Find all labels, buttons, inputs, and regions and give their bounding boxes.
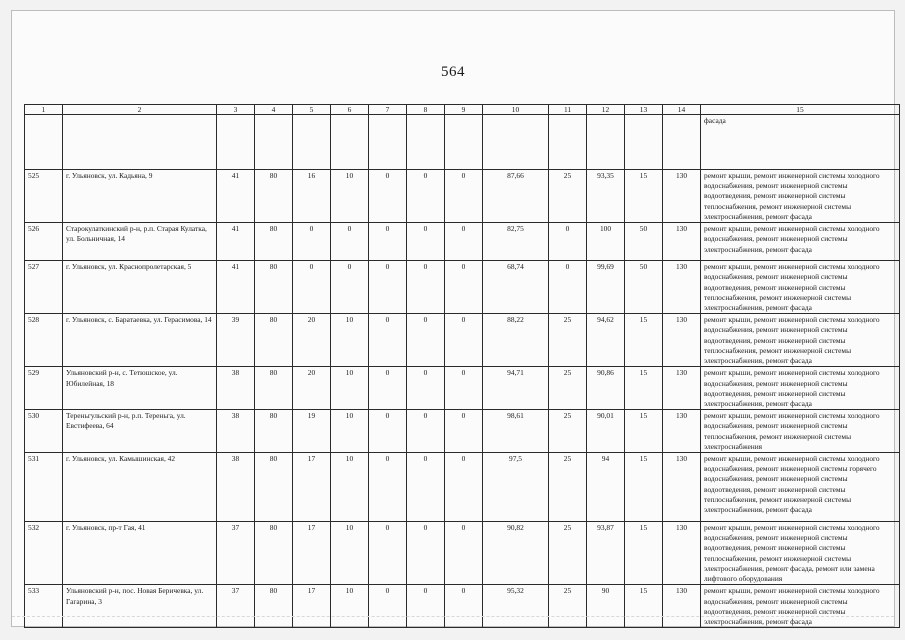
table-cell-col-3: 41 xyxy=(217,261,255,314)
table-cell-col-6: 0 xyxy=(331,223,369,261)
table-cell-col-8: 0 xyxy=(407,314,445,367)
column-header-9: 9 xyxy=(445,105,483,115)
table-cell-col-6: 10 xyxy=(331,314,369,367)
table-cell-col-2: Тереньгульский р-н, р.п. Тереньга, ул. Евстифеева, 64 xyxy=(63,410,217,453)
column-header-12: 12 xyxy=(587,105,625,115)
table-cell-col-7: 0 xyxy=(369,170,407,223)
table-row xyxy=(25,453,900,522)
table-cell-col-11: 25 xyxy=(549,453,587,522)
table-cell-col-1: 530 xyxy=(25,410,63,453)
table-cell-col-11: 0 xyxy=(549,261,587,314)
table-cell-col-5: 19 xyxy=(293,410,331,453)
table-cell-col-7: 0 xyxy=(369,261,407,314)
table-cell-col-14: 130 xyxy=(663,314,701,367)
table-cell-col-4: 80 xyxy=(255,170,293,223)
table-cell-col-7: 0 xyxy=(369,410,407,453)
table-cell-col-14: 130 xyxy=(663,522,701,585)
table-cell-col-10: 82,75 xyxy=(483,223,549,261)
table-cell-col-12: 94 xyxy=(587,453,625,522)
table-cell-col-7: 0 xyxy=(369,585,407,628)
column-header-10: 10 xyxy=(483,105,549,115)
column-header-6: 6 xyxy=(331,105,369,115)
table-cell-col-2: Старокулаткинский р-н, р.п. Старая Кулатка, ул. Больничная, 14 xyxy=(63,223,217,261)
column-header-14: 14 xyxy=(663,105,701,115)
table-cell-col-3: 37 xyxy=(217,522,255,585)
table-cell-col-15: ремонт крыши, ремонт инженерной системы холодного водоснабжения, ремонт инженерной системы водоотведения, ремонт инженерной системы теплоснабжения, ремонт инженерной системы электроснабжения, ремонт фасада xyxy=(701,261,900,314)
table-cell-col-9: 0 xyxy=(445,223,483,261)
table-cell-col-14: 130 xyxy=(663,223,701,261)
table-cell-col-12: 93,35 xyxy=(587,170,625,223)
table-cell-col-1: 531 xyxy=(25,453,63,522)
table-cell-col-10: 88,22 xyxy=(483,314,549,367)
table-cell-col-15: ремонт крыши, ремонт инженерной системы холодного водоснабжения, ремонт инженерной системы водоотведения, ремонт инженерной системы теплоснабжения, ремонт инженерной системы электроснабжения, ремонт фасада, ремонт или замена лифтового оборудования xyxy=(701,522,900,585)
table-cell-col-14: 130 xyxy=(663,367,701,410)
table-cell-col-5: 16 xyxy=(293,170,331,223)
table-cell-col-12: 90 xyxy=(587,585,625,628)
column-header-4: 4 xyxy=(255,105,293,115)
table-cell-col-7: 0 xyxy=(369,522,407,585)
table-cell-col-4: 80 xyxy=(255,410,293,453)
table-cell-col-15: ремонт крыши, ремонт инженерной системы холодного водоснабжения, ремонт инженерной системы водоотведения, ремонт инженерной системы теплоснабжения, ремонт инженерной системы электроснабжения, ремонт фасада xyxy=(701,314,900,367)
table-cell-col-14: 130 xyxy=(663,585,701,628)
table-cell-col-11: 25 xyxy=(549,410,587,453)
table-cell-col-13: 50 xyxy=(625,223,663,261)
table-cell-col-14: 130 xyxy=(663,410,701,453)
column-header-13: 13 xyxy=(625,105,663,115)
table-cell-col-8: 0 xyxy=(407,261,445,314)
table-cell-col-2: г. Ульяновск, ул. Камышинская, 42 xyxy=(63,453,217,522)
table-cell-col-4: 80 xyxy=(255,314,293,367)
carry-over-cell xyxy=(331,115,369,170)
table-cell-col-3: 38 xyxy=(217,367,255,410)
table-cell-col-5: 0 xyxy=(293,223,331,261)
table-cell-col-1: 532 xyxy=(25,522,63,585)
column-header-2: 2 xyxy=(63,105,217,115)
table-cell-col-12: 90,01 xyxy=(587,410,625,453)
table-cell-col-9: 0 xyxy=(445,410,483,453)
table-cell-col-6: 10 xyxy=(331,522,369,585)
table-cell-col-2: Ульяновский р-н, с. Тетюшское, ул. Юбилейная, 18 xyxy=(63,367,217,410)
table-cell-col-4: 80 xyxy=(255,585,293,628)
table-row xyxy=(25,223,900,261)
table-cell-col-3: 38 xyxy=(217,410,255,453)
table-cell-col-12: 100 xyxy=(587,223,625,261)
table-cell-col-9: 0 xyxy=(445,170,483,223)
table-cell-col-3: 41 xyxy=(217,223,255,261)
table-cell-col-8: 0 xyxy=(407,170,445,223)
table-cell-col-8: 0 xyxy=(407,522,445,585)
carry-over-cell xyxy=(483,115,549,170)
table-cell-col-7: 0 xyxy=(369,223,407,261)
document-page xyxy=(11,10,895,627)
table-cell-col-10: 98,61 xyxy=(483,410,549,453)
table-cell-col-7: 0 xyxy=(369,367,407,410)
table-cell-col-7: 0 xyxy=(369,314,407,367)
table-cell-col-6: 10 xyxy=(331,453,369,522)
table-cell-col-1: 529 xyxy=(25,367,63,410)
carry-over-cell xyxy=(549,115,587,170)
carry-over-cell xyxy=(25,115,63,170)
table-cell-col-6: 10 xyxy=(331,367,369,410)
table-cell-col-8: 0 xyxy=(407,410,445,453)
table-cell-col-15: ремонт крыши, ремонт инженерной системы холодного водоснабжения, ремонт инженерной системы электроснабжения, ремонт фасада xyxy=(701,223,900,261)
table-cell-col-8: 0 xyxy=(407,223,445,261)
table-cell-col-15: ремонт крыши, ремонт инженерной системы холодного водоснабжения, ремонт инженерной системы водоотведения, ремонт инженерной системы электроснабжения, ремонт фасада xyxy=(701,585,900,628)
table-cell-col-14: 130 xyxy=(663,453,701,522)
column-header-5: 5 xyxy=(293,105,331,115)
table-cell-col-13: 15 xyxy=(625,314,663,367)
table-cell-col-1: 526 xyxy=(25,223,63,261)
table-cell-col-14: 130 xyxy=(663,261,701,314)
table-cell-col-11: 25 xyxy=(549,170,587,223)
table-cell-col-13: 15 xyxy=(625,585,663,628)
carry-over-cell xyxy=(445,115,483,170)
carry-over-cell xyxy=(217,115,255,170)
table-cell-col-10: 90,82 xyxy=(483,522,549,585)
carry-over-row xyxy=(25,115,900,170)
carry-over-cell: фасада xyxy=(701,115,900,170)
table-header-row xyxy=(25,105,900,115)
table-cell-col-13: 15 xyxy=(625,410,663,453)
table-cell-col-5: 20 xyxy=(293,314,331,367)
table-cell-col-10: 87,66 xyxy=(483,170,549,223)
table-cell-col-4: 80 xyxy=(255,453,293,522)
table-cell-col-11: 25 xyxy=(549,367,587,410)
column-header-1: 1 xyxy=(25,105,63,115)
table-row xyxy=(25,410,900,453)
table-cell-col-13: 15 xyxy=(625,453,663,522)
table-cell-col-3: 39 xyxy=(217,314,255,367)
table-cell-col-9: 0 xyxy=(445,585,483,628)
table-cell-col-7: 0 xyxy=(369,453,407,522)
column-header-11: 11 xyxy=(549,105,587,115)
table-cell-col-2: г. Ульяновск, с. Баратаевка, ул. Герасимова, 14 xyxy=(63,314,217,367)
table-cell-col-12: 90,86 xyxy=(587,367,625,410)
table-cell-col-11: 25 xyxy=(549,522,587,585)
table-cell-col-9: 0 xyxy=(445,261,483,314)
table-cell-col-4: 80 xyxy=(255,223,293,261)
table-cell-col-10: 97,5 xyxy=(483,453,549,522)
table-row xyxy=(25,367,900,410)
table-cell-col-13: 15 xyxy=(625,522,663,585)
table-cell-col-3: 41 xyxy=(217,170,255,223)
table-cell-col-1: 527 xyxy=(25,261,63,314)
table-row xyxy=(25,522,900,585)
column-header-3: 3 xyxy=(217,105,255,115)
table-row xyxy=(25,170,900,223)
table-cell-col-6: 10 xyxy=(331,410,369,453)
table-cell-col-2: г. Ульяновск, пр-т Гая, 41 xyxy=(63,522,217,585)
data-table xyxy=(24,104,900,628)
table-cell-col-2: г. Ульяновск, ул. Краснопролетарская, 5 xyxy=(63,261,217,314)
table-cell-col-5: 17 xyxy=(293,522,331,585)
table-cell-col-2: г. Ульяновск, ул. Кадьяна, 9 xyxy=(63,170,217,223)
table-cell-col-1: 525 xyxy=(25,170,63,223)
table-cell-col-10: 68,74 xyxy=(483,261,549,314)
table-cell-col-4: 80 xyxy=(255,261,293,314)
table-cell-col-5: 17 xyxy=(293,585,331,628)
table-cell-col-1: 528 xyxy=(25,314,63,367)
table-cell-col-9: 0 xyxy=(445,453,483,522)
carry-over-cell xyxy=(369,115,407,170)
table-cell-col-5: 17 xyxy=(293,453,331,522)
table-cell-col-9: 0 xyxy=(445,522,483,585)
column-header-7: 7 xyxy=(369,105,407,115)
carry-over-cell xyxy=(625,115,663,170)
table-cell-col-15: ремонт крыши, ремонт инженерной системы холодного водоснабжения, ремонт инженерной системы теплоснабжения, ремонт инженерной системы электроснабжения xyxy=(701,410,900,453)
table-cell-col-10: 94,71 xyxy=(483,367,549,410)
column-header-8: 8 xyxy=(407,105,445,115)
page-bottom-edge xyxy=(12,616,894,626)
table-cell-col-9: 0 xyxy=(445,314,483,367)
table-cell-col-3: 37 xyxy=(217,585,255,628)
carry-over-cell xyxy=(407,115,445,170)
table-cell-col-6: 0 xyxy=(331,261,369,314)
table-cell-col-9: 0 xyxy=(445,367,483,410)
table-cell-col-5: 20 xyxy=(293,367,331,410)
table-cell-col-4: 80 xyxy=(255,367,293,410)
table-cell-col-13: 50 xyxy=(625,261,663,314)
table-cell-col-8: 0 xyxy=(407,585,445,628)
page-number: 564 xyxy=(441,64,465,80)
carry-over-cell xyxy=(293,115,331,170)
carry-over-cell xyxy=(255,115,293,170)
table-cell-col-15: ремонт крыши, ремонт инженерной системы холодного водоснабжения, ремонт инженерной системы горячего водоснабжения, ремонт инженерной системы водоотведения, ремонт инженерной системы теплоснабжения, ремонт инженерной системы электроснабжения, ремонт фасада xyxy=(701,453,900,522)
carry-over-cell xyxy=(63,115,217,170)
table-cell-col-6: 10 xyxy=(331,170,369,223)
table-cell-col-5: 0 xyxy=(293,261,331,314)
table-cell-col-8: 0 xyxy=(407,453,445,522)
carry-over-cell xyxy=(663,115,701,170)
carry-over-cell xyxy=(587,115,625,170)
table-cell-col-14: 130 xyxy=(663,170,701,223)
table-cell-col-6: 10 xyxy=(331,585,369,628)
column-header-15: 15 xyxy=(701,105,900,115)
table-cell-col-15: ремонт крыши, ремонт инженерной системы холодного водоснабжения, ремонт инженерной системы водоотведения, ремонт инженерной системы теплоснабжения, ремонт инженерной системы электроснабжения, ремонт фасада xyxy=(701,170,900,223)
table-cell-col-1: 533 xyxy=(25,585,63,628)
table-cell-col-12: 94,62 xyxy=(587,314,625,367)
table-cell-col-3: 38 xyxy=(217,453,255,522)
table-cell-col-10: 95,32 xyxy=(483,585,549,628)
table-cell-col-2: Ульяновский р-н, пос. Новая Беричевка, ул. Гагарина, 3 xyxy=(63,585,217,628)
table-cell-col-15: ремонт крыши, ремонт инженерной системы холодного водоснабжения, ремонт инженерной системы водоотведения, ремонт инженерной системы электроснабжения, ремонт фасада xyxy=(701,367,900,410)
table-cell-col-4: 80 xyxy=(255,522,293,585)
table-cell-col-13: 15 xyxy=(625,367,663,410)
table-cell-col-12: 93,87 xyxy=(587,522,625,585)
table-row xyxy=(25,314,900,367)
table-cell-col-11: 0 xyxy=(549,223,587,261)
table-cell-col-11: 25 xyxy=(549,314,587,367)
table-cell-col-8: 0 xyxy=(407,367,445,410)
table-row xyxy=(25,261,900,314)
table-cell-col-11: 25 xyxy=(549,585,587,628)
table-cell-col-12: 99,69 xyxy=(587,261,625,314)
table-cell-col-13: 15 xyxy=(625,170,663,223)
